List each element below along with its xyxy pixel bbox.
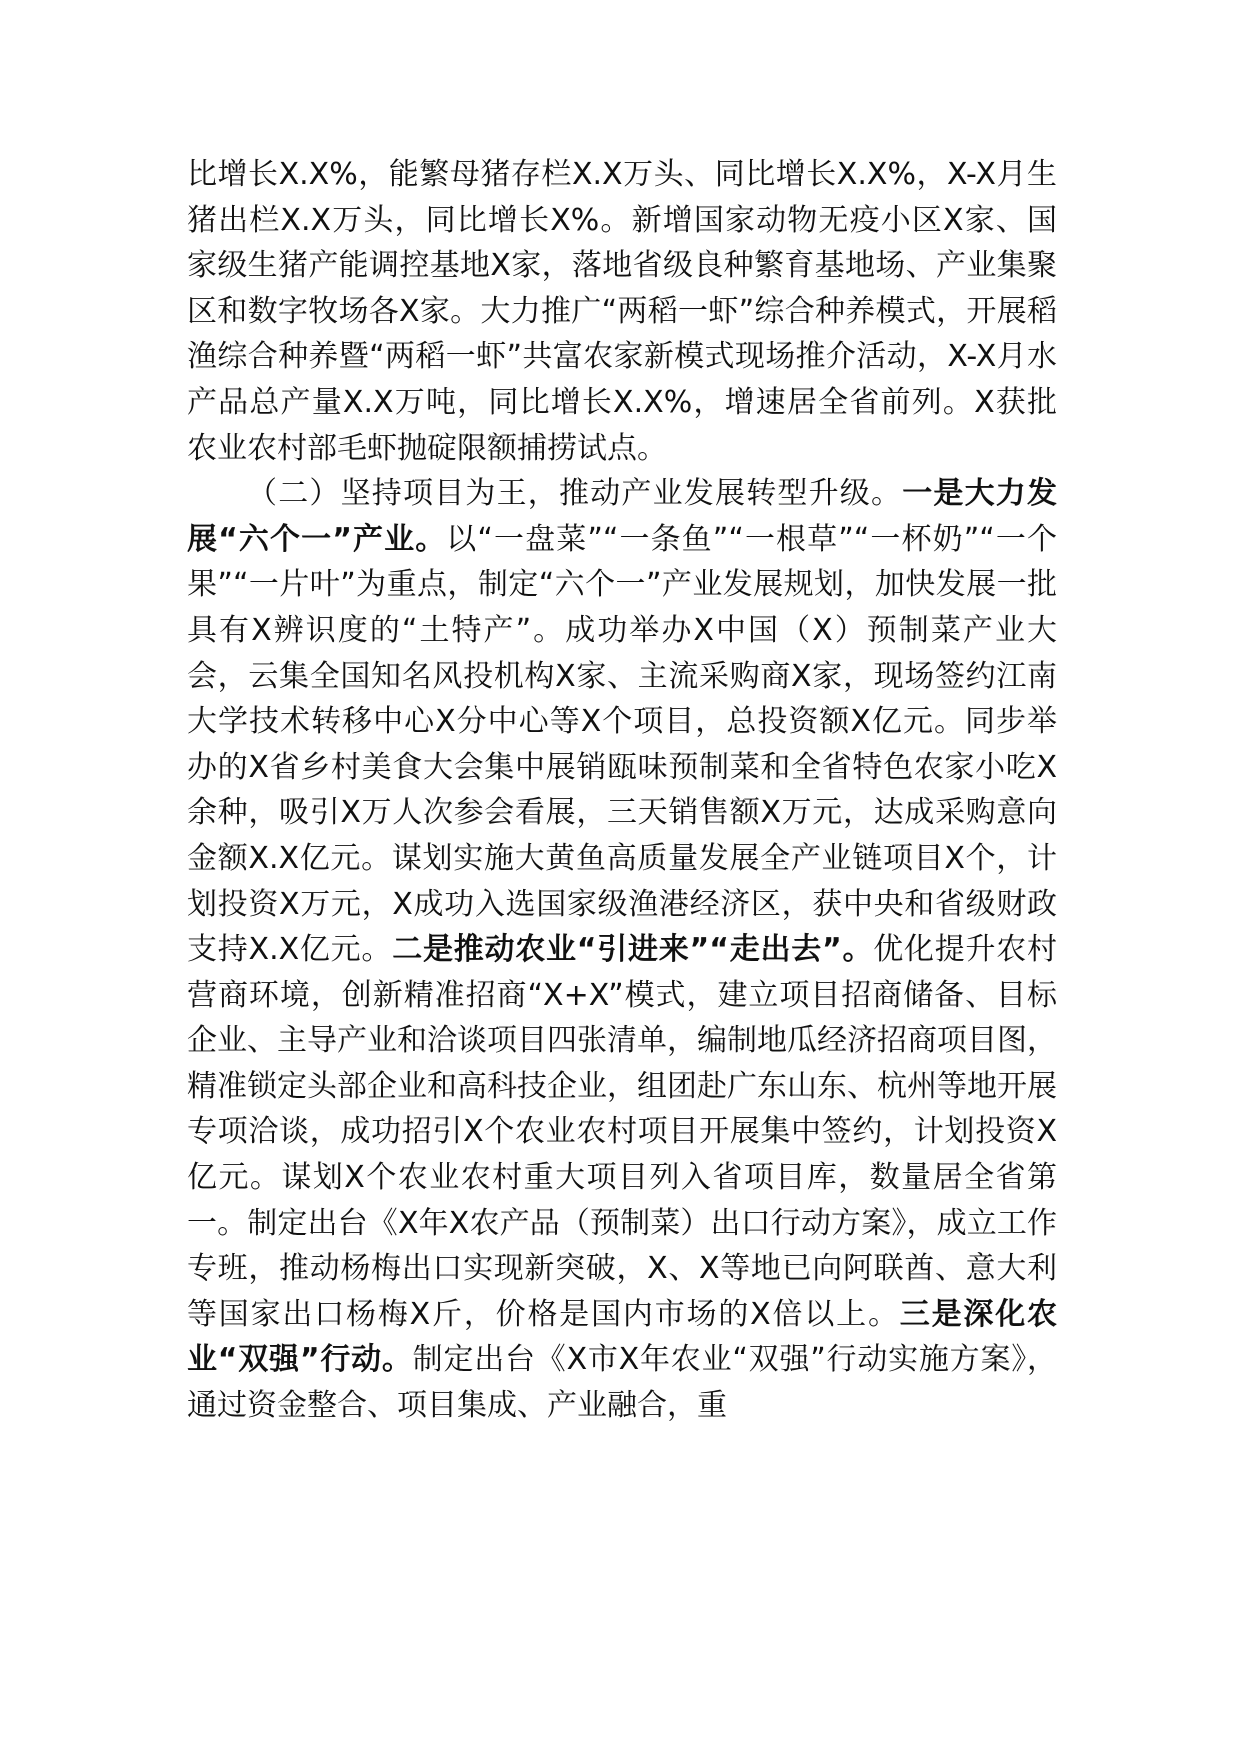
point-2-title: 二是推动农业“引进来”“走出去”。	[392, 932, 874, 968]
paragraph-livestock-aquatic: 比增长X.X%，能繁母猪存栏X.X万头、同比增长X.X%，X-X月生猪出栏X.X万头，同比增长X%。新增国家动物无疫小区X家、国家级生猪产能调控基地X家，落地省级良种繁育基地场、产业集聚区和数字牧场各X家。大力推广“两稻一虾”综合种养模式，开展稻渔综合种养暨“两稻一虾”共富农家新模式现场推介活动，X-X月水产品总产量X.X万吨，同比增长X.X%，增速居全省前列。X获批农业农村部毛虾抛碇限额捕捞试点。	[187, 157, 1057, 466]
point-1-title: 一是大力发展“六个一”产业。	[187, 476, 1058, 557]
point-1-text: 以“一盘菜”“一条鱼”“一根草”“一杯奶”“一个果”“一片叶”为重点，制定“六个一”产业发展规划，加快发展一批具有X辨识度的“土特产”。成功举办X中国（X）预制菜产业大会，云集全国知名风投机构X家、主流采购商X家，现场签约江南大学技术转移中心X分中心等X个项目，总投资额X亿元。同步举办的X省乡村美食大会集中展销瓯味预制菜和全省特色农家小吃X余种，吸引X万人次参会看展，三天销售额X万元，达成采购意向金额X.X亿元。谋划实施大黄鱼高质量发展全产业链项目X个，计划投资X万元，X成功入选国家级渔港经济区，获中央和省级财政支持X.X亿元。	[187, 521, 1057, 968]
point-3-text: 制定出台《X市X年农业“双强”行动实施方案》，通过资金整合、项目集成、产业融合，重	[187, 1342, 1058, 1424]
paragraph-project-industry	[187, 471, 1057, 1428]
point-2-text: 优化提升农村营商环境，创新精准招商“X+X”模式，建立项目招商储备、目标企业、主导产业和洽谈项目四张清单，编制地瓜经济招商项目图，精准锁定头部企业和高科技企业，组团赴广东山东、杭州等地开展专项洽谈，成功招引X个农业农村项目开展集中签约，计划投资X亿元。谋划X个农业农村重大项目列入省项目库，数量居全省第一。制定出台《X年X农产品（预制菜）出口行动方案》，成立工作专班，推动杨梅出口实现新突破，X、X等地已向阿联酋、意大利等国家出口杨梅X斤，价格是国内市场的X倍以上。	[187, 932, 1058, 1332]
section-heading: （二）坚持项目为王，推动产业发展转型升级。	[247, 476, 903, 512]
point-3-title: 三是深化农业“双强”行动。	[187, 1296, 1058, 1378]
document-body	[187, 152, 1057, 1429]
